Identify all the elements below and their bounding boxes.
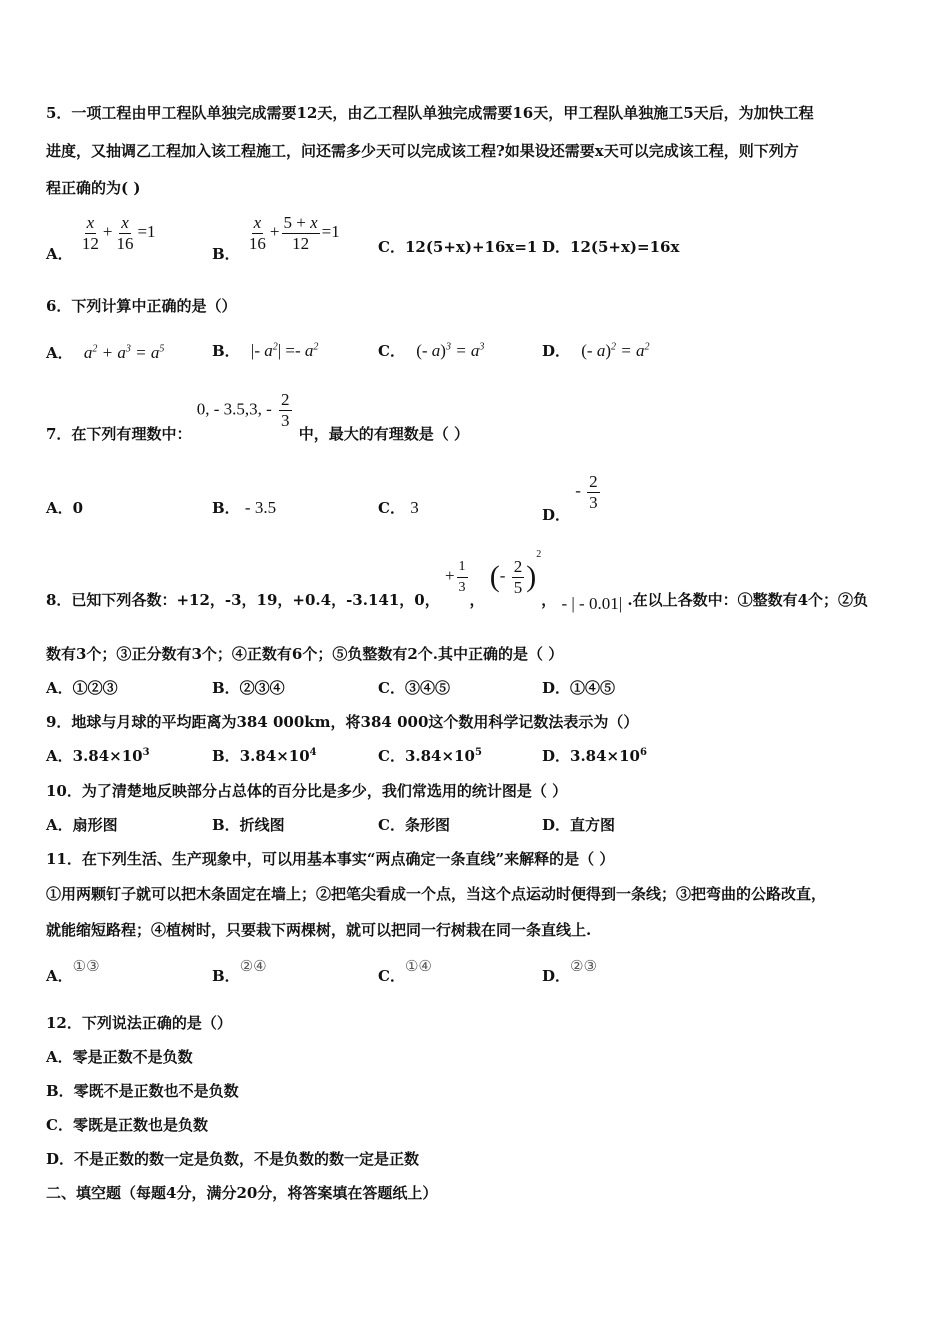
q6-option-c[interactable]: C． (- $a)^3 = a^3$ — [378, 341, 485, 360]
q7-option-c-value: 3 — [410, 498, 419, 517]
q9-option-c[interactable] — [378, 745, 482, 766]
q8-stem: 8．已知下列各数：+12，-3，19，+0.4，-3.141，0， + $\frac{1}{3}$ ， (- $\frac{2}{5}$ )$^2$， - | - 0.01| .在以上各数中：①整数有4个；②负 — [46, 548, 869, 614]
q6-option-c-label: C． — [378, 342, 405, 360]
q9-option-d[interactable] — [542, 745, 647, 766]
q9-option-a-label: A． — [46, 747, 73, 765]
q7-stem-suffix: 中，最大的有理数是（ ） — [298, 424, 469, 443]
q9-option-d-exp: 6 — [640, 747, 647, 758]
section-2-heading: 二、填空题（每题4分，满分20分，将答案填在答题纸上） — [46, 1184, 438, 1202]
q7-stem-prefix: 7．在下列有理数中： — [46, 424, 192, 443]
q6-option-d[interactable]: D． (- $a)^2 = a^2$ — [542, 341, 650, 360]
q11-option-d-value: ②③ — [570, 957, 597, 975]
q6-stem: 6．下列计算中正确的是（） — [46, 297, 237, 315]
q5-line3: 程正确的为( ) — [46, 179, 141, 197]
q9-option-b-exp: 4 — [309, 747, 317, 758]
q9-option-a[interactable] — [46, 745, 150, 766]
q7-option-b-label: B． — [212, 499, 240, 517]
q7-option-a-label: A． — [46, 499, 73, 517]
q9-option-c-exp: 5 — [474, 747, 482, 758]
q7-option-c-label: C． — [378, 499, 405, 517]
q9-option-d-label: D． — [542, 747, 571, 765]
q5-option-a[interactable]: A． $\frac{x}{12}$ + $\frac{x}{16}$ =1 — [46, 213, 156, 264]
q5-option-b[interactable]: B． $\frac{x}{16}$ + $\frac{5 + x}{12}$ =1 — [212, 213, 340, 264]
q11-option-b[interactable] — [212, 955, 267, 985]
q11-option-b-value: ②④ — [239, 957, 267, 975]
q9-option-c-base: 3.84×10 — [404, 747, 475, 765]
q10-option-b[interactable]: B．折线图 — [212, 816, 285, 834]
q11-option-d[interactable] — [542, 955, 597, 985]
q9-option-c-label: C． — [378, 747, 405, 765]
q9-option-b-label: B． — [212, 747, 240, 765]
q10-option-d[interactable]: D．直方图 — [542, 816, 616, 834]
q11-option-a-label: A． — [46, 967, 73, 985]
q8-line2: 数有3个；③正分数有3个；④正数有6个；⑤负整数有2个.其中正确的是（ ） — [46, 645, 564, 663]
q5-line2: 进度，又抽调乙工程加入该工程施工，问还需多少天可以完成该工程?如果设还需要x天可以完成该工程，则下列方 — [46, 142, 799, 160]
q8-option-c[interactable]: C．③④⑤ — [378, 679, 450, 697]
q8-abs-value: - | - 0.01| — [561, 594, 623, 614]
q11-option-a[interactable] — [46, 955, 100, 985]
q8-stem-suffix: .在以上各数中：①整数有4个；②负 — [627, 591, 869, 610]
q6-option-a[interactable]: A． $a^2 + a^3 = a^5$ — [46, 343, 165, 362]
q11-option-c-value: ①④ — [404, 957, 432, 975]
q10-option-a[interactable]: A．扇形图 — [46, 816, 118, 834]
q7-stem: 7．在下列有理数中： 0, - 3.5,3, - $\frac{2}{3}$ 中，最大的有理数是（ ） — [46, 390, 469, 443]
q11-option-a-value: ①③ — [72, 957, 100, 975]
q12-option-b[interactable]: B．零既不是正数也不是负数 — [46, 1082, 239, 1100]
q7-option-d-label: D． — [542, 506, 571, 525]
q10-stem: 10．为了清楚地反映部分占总体的百分比是多少，我们常选用的统计图是（ ） — [46, 782, 568, 800]
q5-option-c[interactable]: C．12(5+x)+16x=1 — [378, 238, 538, 256]
q9-option-a-base: 3.84×10 — [72, 747, 143, 765]
q8-stem-prefix: 8．已知下列各数：+12，-3，19，+0.4，-3.141，0， — [46, 591, 440, 610]
q6-option-b-label: B． — [212, 342, 240, 360]
q9-option-a-exp: 3 — [142, 747, 150, 758]
q12-option-a[interactable]: A．零是正数不是负数 — [46, 1048, 193, 1066]
q9-stem: 9．地球与月球的平均距离为384 000km，将384 000这个数用科学记数法表示为（） — [46, 713, 639, 731]
q7-option-c[interactable] — [378, 497, 419, 518]
q7-option-b-value: - 3.5 — [244, 498, 277, 517]
q12-option-d[interactable]: D．不是正数的数一定是负数，不是负数的数一定是正数 — [46, 1150, 420, 1168]
q10-option-c[interactable]: C．条形图 — [378, 816, 450, 834]
q11-option-c-label: C． — [378, 967, 405, 985]
q9-option-b-base: 3.84×10 — [239, 747, 310, 765]
q8-option-b[interactable]: B．②③④ — [212, 679, 285, 697]
q11-line3: 就能缩短路程；④植树时，只要栽下两棵树，就可以把同一行树栽在同一条直线上. — [46, 921, 592, 939]
q5-line1: 5．一项工程由甲工程队单独完成需要12天，由乙工程队单独完成需要16天，甲工程队单独施工5天后，为加快工程 — [46, 104, 814, 122]
q9-option-d-base: 3.84×10 — [570, 747, 640, 765]
q9-option-b[interactable] — [212, 745, 317, 766]
q7-option-d[interactable]: D． - $\frac{2}{3}$ — [542, 472, 598, 525]
q11-stem: 11．在下列生活、生产现象中，可以用基本事实“两点确定一条直线”来解释的是（ ） — [46, 850, 615, 868]
q7-option-b[interactable] — [212, 497, 276, 518]
q11-option-b-label: B． — [212, 967, 240, 985]
q5-option-b-label: B． — [212, 245, 240, 264]
q7-option-a-value: 0 — [72, 499, 84, 517]
q11-option-d-label: D． — [542, 967, 571, 985]
q12-option-c[interactable]: C．零既是正数也是负数 — [46, 1116, 208, 1134]
q11-line2: ①用两颗钉子就可以把木条固定在墙上；②把笔尖看成一个点，当这个点运动时便得到一条线；③把弯曲的公路改直， — [46, 885, 827, 903]
q6-option-b[interactable]: B． |- $a^2| =- a^2$ — [212, 341, 319, 360]
q6-option-a-label: A． — [46, 344, 73, 362]
q5-option-a-label: A． — [46, 245, 73, 264]
q12-stem: 12．下列说法正确的是（） — [46, 1014, 232, 1032]
q8-option-a[interactable]: A．①②③ — [46, 679, 118, 697]
q5-option-d[interactable]: D．12(5+x)=16x — [542, 238, 680, 256]
q7-number-list: 0, - 3.5,3, - — [196, 399, 272, 419]
q11-option-c[interactable] — [378, 955, 432, 985]
q8-option-d[interactable]: D．①④⑤ — [542, 679, 616, 697]
q7-option-a[interactable] — [46, 497, 83, 518]
q6-option-d-label: D． — [542, 342, 571, 360]
